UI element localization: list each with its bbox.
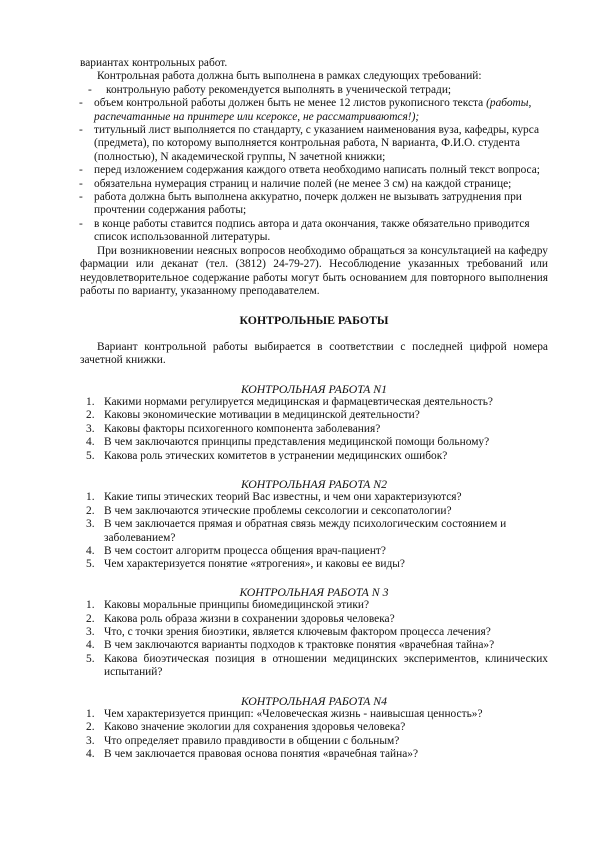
variant-title: КОНТРОЛЬНАЯ РАБОТА N1 <box>240 381 388 396</box>
question-item: 4. В чем заключается правовая основа понятия «врачебная тайна»? <box>86 748 419 761</box>
variant-1 <box>80 383 548 463</box>
question-item: 3. Что определяет правило правдивости в общении с больным? <box>86 734 400 747</box>
question-item: 5. Какова роль этических комитетов в устранении медицинских ошибок? <box>86 449 448 462</box>
question-item: 1. Каковы моральные принципы биомедицинской этики? <box>86 599 370 612</box>
dash-marker: - <box>88 83 92 96</box>
question-item: 3. Что, с точки зрения биоэтики, является ключевым фактором процесса лечения? <box>86 626 491 639</box>
requirement-item: - обязательна нумерация страниц и наличие полей (не менее 3 см) на каждой странице; <box>79 177 512 190</box>
dash-marker: - <box>79 164 83 177</box>
requirement-item: - контрольную работу рекомендуется выполнять в ученической тетради; <box>88 83 452 96</box>
variant-4 <box>80 695 548 762</box>
question-item: 5. Какова биоэтическая позиция в отношении медицинских экспериментов, клинических испытаний? <box>86 652 548 679</box>
question-item: 5. Чем характеризуется понятие «ятрогения», и каковы ее виды? <box>86 558 405 571</box>
dash-marker: - <box>79 177 83 190</box>
requirement-item: - объем контрольной работы должен быть не менее 12 листов рукописного текста (работы, распечатанные на принтере или ксероксе, не рассматриваются!); <box>79 97 532 123</box>
dash-marker: - <box>79 191 83 204</box>
variant-choice-paragraph: Вариант контрольной работы выбирается в соответствии с последней цифрой номера зачетной книжки. <box>80 340 548 367</box>
dash-marker: - <box>79 97 83 110</box>
requirement-item: - в конце работы ставится подпись автора и дата окончания, также обязательно приводится список использованной литературы. <box>79 217 530 244</box>
variant-2 <box>80 478 548 572</box>
question-item: 1. Чем характеризуется принцип: «Человеческая жизнь - наивысшая ценность»? <box>86 708 483 721</box>
consultation-paragraph: При возникновении неясных вопросов необходимо обращаться за консультацией на кафедру фармации или деканат (тел. (3812) 24-79-27). Несоблюдение указанных требований или неудовлетворительное содержание работы могут быть основанием для повторного выполнения работы по варианту, указанному преподавателем. <box>80 244 548 297</box>
question-item: 2. Какова роль образа жизни в сохранении здоровья человека? <box>86 612 395 625</box>
variant-title: КОНТРОЛЬНАЯ РАБОТА N 3 <box>239 584 389 599</box>
requirement-note: (работы, распечатанные на принтере или ксероксе, не рассматриваются!); <box>94 97 532 123</box>
question-item: 4. В чем состоит алгоритм процесса общения врач-пациент? <box>86 545 386 557</box>
question-item: 2. Каково значение экологии для сохранения здоровья человека? <box>86 721 406 734</box>
document-body <box>80 57 548 762</box>
requirement-item: - работа должна быть выполнена аккуратно, почерк должен не вызывать затруднения при прочтении содержания работы; <box>79 191 522 217</box>
intro-fragment: вариантах контрольных работ. <box>80 57 228 69</box>
requirement-item: - титульный лист выполняется по стандарту, с указанием наименования вуза, кафедры, курса (предмета), по которому выполняется контрольная работа, N варианта, Ф.И.О. студента (полностью), N академической группы, N зачетной книжки; <box>79 124 539 163</box>
section-title: КОНТРОЛЬНЫЕ РАБОТЫ <box>239 313 389 328</box>
variant-3 <box>80 586 548 680</box>
requirement-item: - перед изложением содержания каждого ответа необходимо написать полный текст вопроса; <box>79 164 540 177</box>
requirements-lead: Контрольная работа должна быть выполнена в рамках следующих требований: <box>97 70 482 83</box>
question-item: 4. В чем заключаются варианты подходов к трактовке понятия «врачебная тайна»? <box>86 639 495 652</box>
dash-marker: - <box>79 217 83 230</box>
question-item: 1. Какими нормами регулируется медицинская и фармацевтическая деятельность? <box>86 395 493 408</box>
question-item: 2. В чем заключаются этические проблемы сексологии и сексопатологии? <box>86 504 452 517</box>
variant-title: КОНТРОЛЬНАЯ РАБОТА N4 <box>240 693 388 708</box>
variant-title: КОНТРОЛЬНАЯ РАБОТА N2 <box>240 476 388 491</box>
question-item: 4. В чем заключаются принципы представления медицинской помощи больному? <box>86 436 490 449</box>
question-item: 3. В чем заключается прямая и обратная связь между психологическим состоянием и заболеванием? <box>86 518 507 544</box>
question-item: 1. Какие типы этических теорий Вас известны, и чем они характеризуются? <box>86 491 462 504</box>
question-item: 3. Каковы факторы психогенного компонента заболевания? <box>86 422 381 435</box>
question-item: 2. Каковы экономические мотивации в медицинской деятельности? <box>86 409 420 422</box>
dash-marker: - <box>79 124 83 137</box>
